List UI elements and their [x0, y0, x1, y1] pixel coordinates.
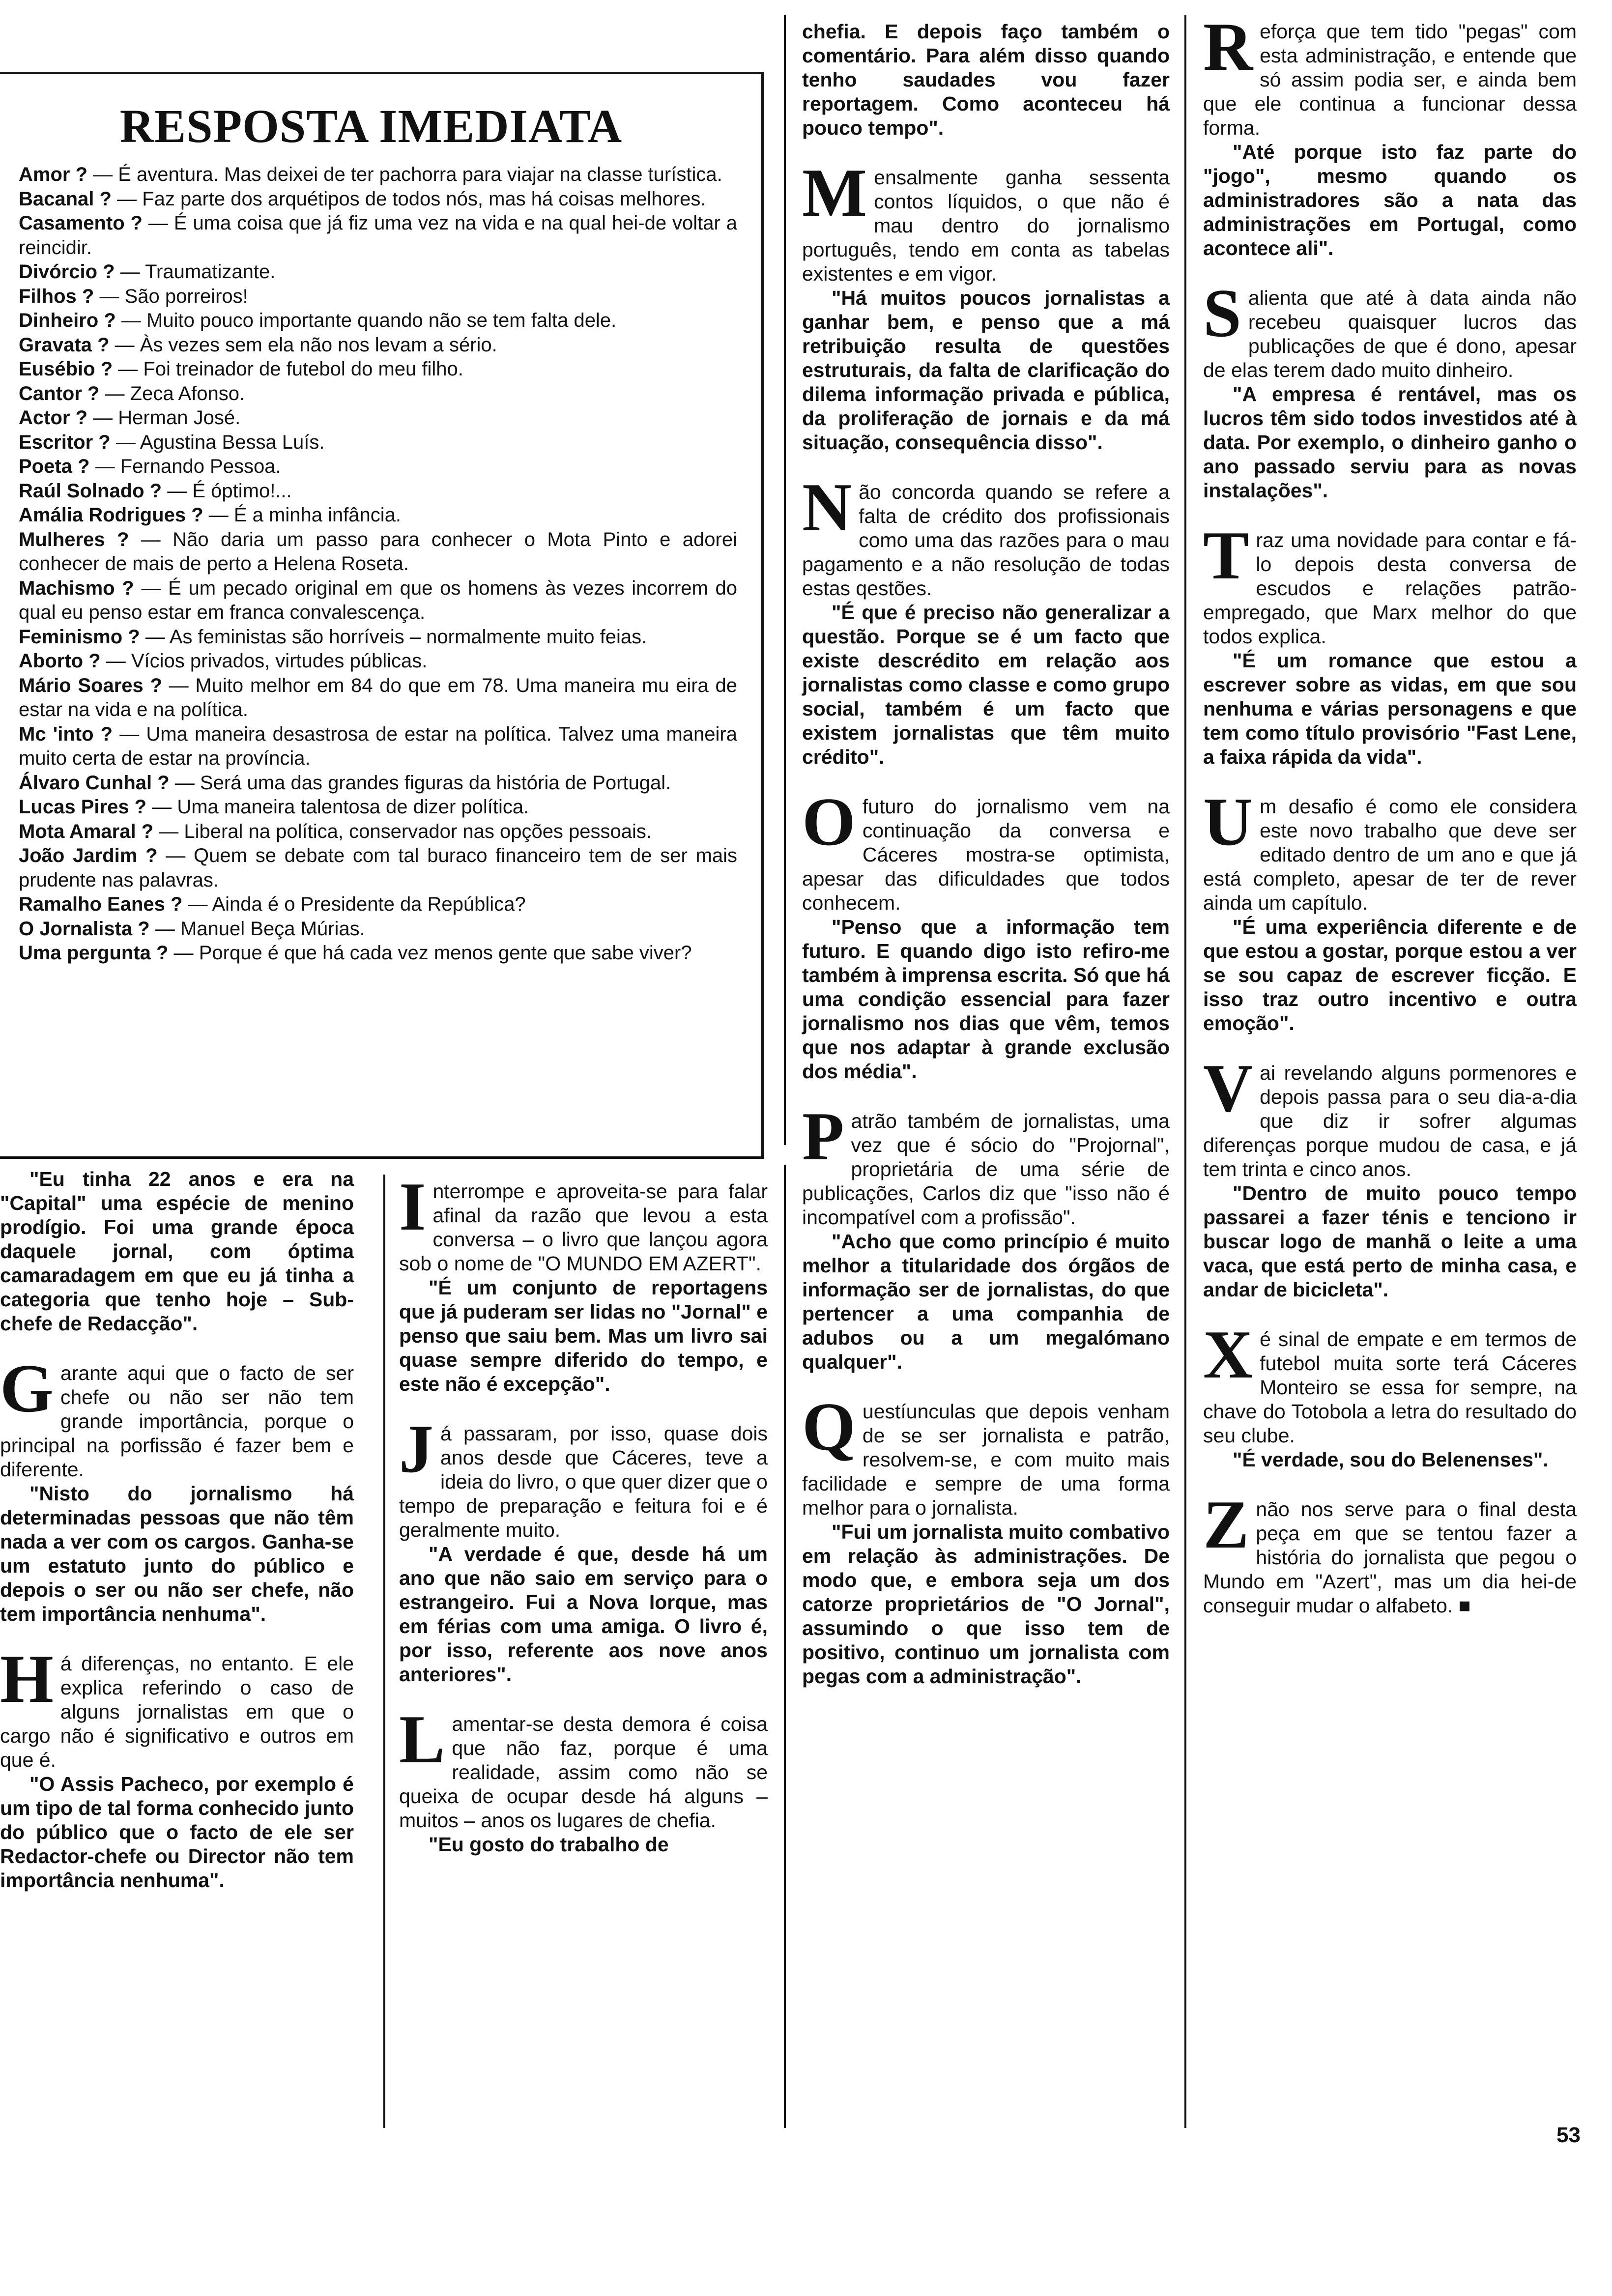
qa-question: Divórcio ? — [19, 261, 115, 283]
paragraph-text: "Eu tinha 22 anos e era na "Capital" uma espécie de menino prodígio. Foi uma grande época daquele jornal, com óptima camaradagem em que eu já tinha a categoria que tenho hoje – Sub-chefe de Redacção". — [0, 1168, 354, 1335]
qa-question: Mário Soares ? — [19, 674, 162, 696]
section-lead-paragraph — [802, 1098, 1170, 1230]
qa-question: Cantor ? — [19, 382, 100, 404]
page-number: 53 — [1556, 2123, 1581, 2147]
section-spacer — [1203, 769, 1577, 795]
drop-cap: Q — [802, 1389, 856, 1465]
section-lead-paragraph — [1203, 1050, 1577, 1181]
section-lead-paragraph — [1203, 275, 1577, 382]
qa-item — [19, 187, 737, 212]
section-lead-paragraph — [0, 1350, 354, 1482]
qa-item — [19, 357, 737, 382]
column-divider — [784, 1165, 786, 2128]
section-spacer — [399, 1396, 768, 1422]
section-lead-paragraph — [1203, 9, 1577, 140]
qa-item — [19, 163, 737, 187]
qa-answer: — Faz parte dos arquétipos de todos nós, mas há coisas melhores. — [111, 188, 706, 210]
qa-question: Amor ? — [19, 164, 87, 185]
quote-paragraph — [802, 20, 1170, 140]
section-lead-paragraph — [399, 1701, 768, 1833]
paragraph-text: "É um romance que estou a escrever sobre as vidas, em que sou nenhuma e várias personagens e que tem como título provisório "Fast Lene, a faixa rápida da vida". — [1203, 649, 1577, 768]
section-lead-paragraph — [1203, 1317, 1577, 1448]
qa-question: Bacanal ? — [19, 188, 112, 210]
qa-item — [19, 649, 737, 674]
qa-answer: — É a minha infância. — [203, 504, 402, 526]
paragraph-text: "A empresa é rentável, mas os lucros têm sido todos investidos até à data. Por exemplo, o dinheiro ganho o ano passado serviu para as novas instalações". — [1203, 383, 1577, 502]
drop-cap: X — [1203, 1317, 1253, 1393]
paragraph-text: "É verdade, sou do Belenenses". — [1233, 1448, 1549, 1471]
paragraph-text: não nos serve para o final desta peça em que se tentou fazer a história do jornalista que pegou o Mundo em "Azert", mas um dia hei-de conseguir mudar o alfabeto. ■ — [1203, 1498, 1577, 1617]
qa-question: O Jornalista ? — [19, 918, 150, 940]
qa-answer: — Herman José. — [87, 407, 241, 429]
qa-answer: — Agustina Bessa Luís. — [110, 431, 325, 453]
section-lead-paragraph — [802, 155, 1170, 286]
quote-paragraph — [802, 1520, 1170, 1689]
paragraph-text: "Até porque isto faz parte do "jogo", mesmo quando os administradores são a nata das administrações em Portugal, como acontece ali". — [1203, 141, 1577, 259]
quote-paragraph — [1203, 1181, 1577, 1302]
article-column-2 — [399, 1169, 768, 1857]
column-divider — [784, 15, 786, 1145]
paragraph-text: "Acho que como princípio é muito melhor a titularidade dos órgãos de informação ser de jornalistas, do que pertencer a uma companhia de adubos ou a um megalómano qualquer". — [802, 1230, 1170, 1373]
paragraph-text: amentar-se desta demora é coisa que não faz, porque é uma realidade, assim como não se queixa de ocupar desde há alguns – muitos – anos os lugares de chefia. — [399, 1713, 768, 1832]
paragraph-text: chefia. E depois faço também o comentário. Para além disso quando tenho saudades vou fazer reportagem. Como aconteceu há pouco tempo". — [802, 20, 1170, 139]
paragraph-text: "Dentro de muito pouco tempo passarei a fazer ténis e tenciono ir buscar logo de manhã o leite a uma vaca, que está perto de minha casa, e andar de bicicleta". — [1203, 1182, 1577, 1301]
qa-answer: — Muito pouco importante quando não se tem falta dele. — [115, 310, 617, 331]
qa-item — [19, 576, 737, 625]
qa-question: Uma pergunta ? — [19, 942, 169, 964]
quote-paragraph — [1203, 382, 1577, 503]
qa-answer: — São porreiros! — [94, 285, 248, 307]
drop-cap: R — [1203, 9, 1253, 85]
paragraph-text: "A verdade é que, desde há um ano que não saio em serviço para o estrangeiro. Fui a Nova Iorque, mas em férias com uma amiga. O livro é, por isso, referente aos nove anos anteriores". — [399, 1543, 768, 1686]
paragraph-text: é sinal de empate e em termos de futebol muita sorte terá Cáceres Monteiro se essa for sempre, na chave do Totobola a letra do resultado do seu clube. — [1203, 1328, 1577, 1447]
quote-paragraph — [802, 1230, 1170, 1374]
section-spacer — [802, 455, 1170, 480]
qa-answer: — Fernando Pessoa. — [89, 456, 281, 477]
drop-cap: I — [399, 1169, 426, 1245]
qa-answer: — Porque é que há cada vez menos gente que sabe viver? — [168, 942, 692, 964]
drop-cap: G — [0, 1350, 54, 1427]
qa-item — [19, 430, 737, 455]
drop-cap: V — [1203, 1050, 1253, 1126]
column-divider — [1184, 15, 1186, 2128]
qa-item — [19, 674, 737, 722]
paragraph-text: "Há muitos poucos jornalistas a ganhar bem, e penso que a má retribuição resulta de questões estruturais, da falta de clarificação do dilema informação privada e pública, da proliferação de jornais e da má situação, consequência disso". — [802, 287, 1170, 454]
qa-question: Dinheiro ? — [19, 310, 116, 331]
paragraph-text: ão concorda quando se refere a falta de crédito dos profissionais como uma das razões para o mau pagamento e a não resolução de todas estas qestões. — [802, 481, 1170, 600]
qa-question: Álvaro Cunhal ? — [19, 772, 170, 794]
qa-question: Gravata ? — [19, 334, 110, 356]
qa-answer: — É aventura. Mas deixei de ter pachorra para viajar na classe turística. — [87, 164, 722, 185]
paragraph-text: alienta que até à data ainda não recebeu quaisquer lucros das publicações de que é dono, apesar de elas terem dado muito dinheiro. — [1203, 287, 1577, 381]
qa-answer: — Liberal na política, conservador nas opções pessoais. — [153, 820, 652, 842]
qa-answer: — Às vezes sem ela não nos levam a sério. — [109, 334, 497, 356]
qa-item — [19, 795, 737, 820]
qa-item — [19, 722, 737, 771]
qa-answer: — É um pecado original em que os homens às vezes incorrem do qual eu penso estar em franca convalescença. — [19, 577, 737, 623]
qa-item — [19, 382, 737, 406]
qa-item — [19, 285, 737, 309]
drop-cap: Z — [1203, 1487, 1249, 1563]
qa-item — [19, 309, 737, 333]
qa-item — [19, 625, 737, 650]
qa-answer: — Zeca Afonso. — [99, 382, 245, 404]
paragraph-text: "Nisto do jornalismo há determinadas pessoas que não têm nada a ver com os cargos. Ganha-se um estatuto junto do público e depois o ser ou não ser chefe, não tem importância nenhuma". — [0, 1482, 354, 1625]
section-spacer — [1203, 260, 1577, 286]
qa-question: Ramalho Eanes ? — [19, 893, 183, 915]
qa-item — [19, 260, 737, 285]
qa-item — [19, 211, 737, 260]
quote-paragraph — [1203, 1448, 1577, 1472]
qa-question: Mota Amaral ? — [19, 820, 154, 842]
qa-item — [19, 892, 737, 917]
paragraph-text: eforça que tem tido "pegas" com esta administração, e entende que só assim podia ser, e ainda bem que ele continua a funcionar dessa forma. — [1203, 20, 1577, 139]
qa-answer: — É uma coisa que já fiz uma vez na vida e na qual hei-de voltar a reincidir. — [19, 212, 737, 258]
drop-cap: P — [802, 1098, 844, 1175]
qa-question: Mulheres ? — [19, 528, 129, 550]
paragraph-text: "O Assis Pacheco, por exemplo é um tipo de tal forma conhecido junto do público que o facto de ele ser Redactor-chefe ou Director não tem importância nenhuma". — [0, 1773, 354, 1892]
paragraph-text: futuro do jornalismo vem na continuação da conversa e Cáceres mostra-se optimista, apesar das dificuldades que todos conhecem. — [802, 795, 1170, 914]
section-lead-paragraph — [1203, 1487, 1577, 1618]
box-title: RESPOSTA IMEDIATA — [119, 100, 623, 152]
qa-answer: — Foi treinador de futebol do meu filho. — [113, 358, 463, 380]
qa-answer: — Quem se debate com tal buraco financeiro tem de ser mais prudente nas palavras. — [19, 845, 737, 891]
paragraph-text: "É que é preciso não generalizar a questão. Porque se é um facto que existe descrédito em relação aos jornalistas como classe e como grupo social, também é um facto que existem jornalistas que têm muito crédito". — [802, 601, 1170, 768]
drop-cap: N — [802, 469, 852, 545]
qa-answer: — Uma maneira desastrosa de estar na política. Talvez uma maneira muito certa de estar na província. — [19, 723, 737, 769]
qa-answer: — Ainda é o Presidente da República? — [182, 893, 526, 915]
quote-paragraph — [802, 601, 1170, 769]
drop-cap: M — [802, 155, 867, 231]
qa-item — [19, 820, 737, 844]
qa-item — [19, 528, 737, 576]
article-column-4 — [1203, 9, 1577, 1618]
qa-question: Actor ? — [19, 407, 87, 429]
section-spacer — [399, 1687, 768, 1712]
quote-paragraph — [1203, 915, 1577, 1035]
paragraph-text: "Fui um jornalista muito combativo em relação às administrações. De modo que, e embora seja um dos catorze proprietários de "O Jornal", assumindo o que isso tem de positivo, continuo um jornalista com pegas com a administração". — [802, 1521, 1170, 1688]
paragraph-text: atrão também de jornalistas, uma vez que é sócio do "Projornal", proprietária de uma série de publicações, Carlos diz que "isso não é incompatível com a profissão". — [802, 1110, 1170, 1229]
qa-item — [19, 917, 737, 942]
paragraph-text: "É uma experiência diferente e de que estou a gostar, porque estou a ver se sou capaz de escrever ficção. E isso traz outro incentivo e outra emoção". — [1203, 916, 1577, 1034]
qa-list — [19, 163, 737, 966]
qa-item — [19, 771, 737, 796]
quote-paragraph — [1203, 649, 1577, 769]
column-divider — [383, 1175, 385, 2128]
paragraph-text: arante aqui que o facto de ser chefe ou não ser não tem grande importância, porque o principal na porfissão é fazer bem e diferente. — [0, 1362, 354, 1481]
qa-question: Filhos ? — [19, 285, 94, 307]
drop-cap: L — [399, 1701, 445, 1778]
qa-question: Feminismo ? — [19, 626, 140, 648]
qa-answer: — As feministas são horríveis – normalmente muito feias. — [140, 626, 647, 648]
drop-cap: U — [1203, 784, 1253, 860]
section-lead-paragraph — [399, 1411, 768, 1542]
qa-question: Eusébio ? — [19, 358, 113, 380]
section-lead-paragraph — [802, 784, 1170, 915]
quote-paragraph — [802, 286, 1170, 455]
qa-item — [19, 503, 737, 528]
quote-paragraph — [1203, 140, 1577, 260]
qa-answer: — Traumatizante. — [115, 261, 276, 283]
qa-answer: — Manuel Beça Múrias. — [149, 918, 365, 940]
drop-cap: H — [0, 1641, 54, 1717]
qa-item — [19, 333, 737, 358]
qa-question: Escritor ? — [19, 431, 111, 453]
section-lead-paragraph — [399, 1169, 768, 1276]
resposta-imediata-box — [0, 72, 764, 1159]
section-lead-paragraph — [0, 1641, 354, 1772]
quote-paragraph — [0, 1167, 354, 1336]
qa-item — [19, 455, 737, 479]
paragraph-text: raz uma novidade para contar e fá-lo depois desta conversa de escudos e relações patrão-empregado, que Marx melhor do que todos explica. — [1203, 529, 1577, 648]
qa-answer: — É óptimo!... — [162, 480, 292, 502]
paragraph-text: m desafio é como ele considera este novo trabalho que deve ser editado dentro de um ano e que já está completo, apesar de ter de rever ainda um capítulo. — [1203, 795, 1577, 914]
article-column-3 — [802, 20, 1170, 1689]
quote-paragraph — [0, 1482, 354, 1626]
drop-cap: J — [399, 1411, 433, 1487]
qa-question: Machismo ? — [19, 577, 134, 599]
drop-cap: S — [1203, 275, 1241, 351]
section-spacer — [802, 1374, 1170, 1400]
paragraph-text: "Penso que a informação tem futuro. E quando digo isto refiro-me também à imprensa escrita. Só que há uma condição essencial para fazer jornalismo nos dias que vêm, temos que nos adaptar à grande exclusão dos média". — [802, 916, 1170, 1083]
quote-paragraph — [0, 1772, 354, 1893]
drop-cap: T — [1203, 517, 1249, 594]
paragraph-text: ai revelando alguns pormenores e depois passa para o seu dia-a-dia que diz ir sofrer algumas diferenças porque mudou de casa, e já tem trinta e cinco anos. — [1203, 1062, 1577, 1180]
qa-item — [19, 844, 737, 892]
qa-answer: — Não daria um passo para conhecer o Mota Pinto e adorei conhecer de mais de perto a Helena Roseta. — [19, 528, 737, 574]
paragraph-text: á diferenças, no entanto. E ele explica referindo o caso de alguns jornalistas em que o cargo não é significativo e outros em que é. — [0, 1652, 354, 1771]
qa-question: Casamento ? — [19, 212, 143, 234]
qa-question: Amália Rodrigues ? — [19, 504, 203, 526]
section-spacer — [802, 1084, 1170, 1109]
qa-question: Lucas Pires ? — [19, 796, 147, 818]
qa-item — [19, 479, 737, 504]
quote-paragraph — [399, 1276, 768, 1396]
section-spacer — [1203, 1302, 1577, 1327]
qa-question: Aborto ? — [19, 650, 101, 672]
section-lead-paragraph — [1203, 784, 1577, 915]
section-spacer — [1203, 1035, 1577, 1061]
section-lead-paragraph — [802, 1389, 1170, 1520]
qa-answer: — Uma maneira talentosa de dizer política. — [146, 796, 529, 818]
quote-paragraph — [399, 1833, 768, 1857]
paragraph-text: á passaram, por isso, quase dois anos desde que Cáceres, teve a ideia do livro, o que quer dizer que o tempo de preparação e feitura foi e é geralmente muito. — [399, 1422, 768, 1541]
section-lead-paragraph — [802, 469, 1170, 601]
qa-question: João Jardim ? — [19, 845, 158, 866]
qa-answer: — Vícios privados, virtudes públicas. — [100, 650, 428, 672]
qa-question: Raúl Solnado ? — [19, 480, 162, 502]
paragraph-text: nterrompe e aproveita-se para falar afinal da razão que levou a esta conversa – o livro que lançou agora sob o nome de "O MUNDO EM AZERT". — [399, 1180, 768, 1275]
section-lead-paragraph — [1203, 517, 1577, 649]
section-spacer — [1203, 1472, 1577, 1497]
paragraph-text: uestíunculas que depois venham de se ser jornalista e patrão, resolvem-se, e com muito mais facilidade e sempre de uma forma melhor para o jornalista. — [802, 1400, 1170, 1519]
quote-paragraph — [802, 915, 1170, 1084]
qa-question: Poeta ? — [19, 456, 90, 477]
article-column-1 — [0, 1167, 354, 1893]
quote-paragraph — [399, 1542, 768, 1687]
qa-item — [19, 406, 737, 430]
paragraph-text: "Eu gosto do trabalho de — [429, 1833, 669, 1856]
section-spacer — [1203, 503, 1577, 528]
paragraph-text: ensalmente ganha sessenta contos líquidos, o que não é mau dentro do jornalismo português, tendo em conta as tabelas existentes e em vigor. — [802, 166, 1170, 285]
drop-cap: O — [802, 784, 856, 860]
section-spacer — [802, 769, 1170, 795]
qa-answer: — Muito melhor em 84 do que em 78. Uma maneira mu eira de estar na vida e na política. — [19, 674, 737, 720]
qa-item — [19, 941, 737, 966]
qa-answer: — Será uma das grandes figuras da história de Portugal. — [169, 772, 671, 794]
qa-question: Mc 'into ? — [19, 723, 113, 745]
paragraph-text: "É um conjunto de reportagens que já puderam ser lidas no "Jornal" e penso que saiu bem. Mas um livro sai quase sempre diferido do tempo, e este não é excepção". — [399, 1276, 768, 1395]
